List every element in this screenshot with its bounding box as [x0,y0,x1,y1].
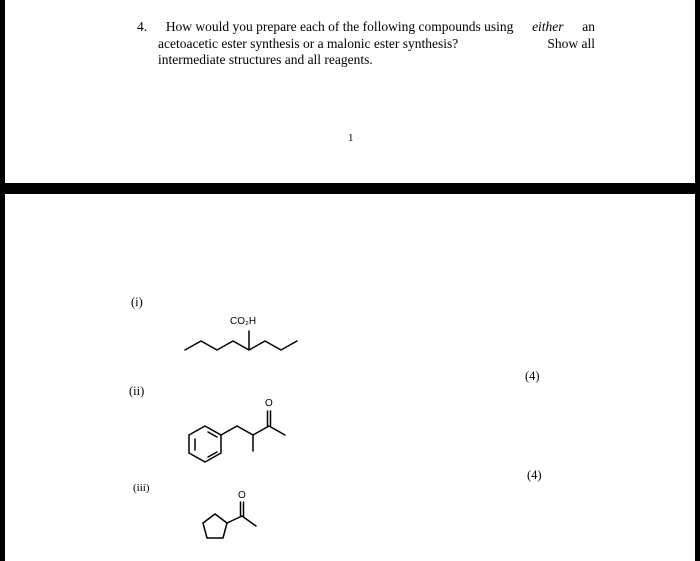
question-number: 4. [137,19,148,34]
structure-i-chain [185,341,297,350]
structure-ii-oxygen: O [265,398,273,409]
question-line-1 [137,19,595,36]
structure-iii-oxygen: O [238,490,246,501]
structure-iii [190,492,280,552]
page-number: 1 [348,132,354,144]
structure-ii-benzene-ring [189,426,221,462]
question-line-2a: acetoacetic ester synthesis or a malonic ester synthesis? [158,35,459,51]
question-line-2 [137,36,595,53]
part-i-label: (i) [131,295,143,309]
question-line-3 [137,52,595,69]
part-ii-label: (ii) [129,384,145,398]
structure-ii [180,399,305,471]
question-line-3-text: intermediate structures and all reagents. [158,52,373,67]
structure-ii-chain [221,426,285,435]
question-line-1b: an [582,19,595,34]
part-i-mark: (4) [525,369,540,383]
page-bottom [5,194,695,561]
structure-i-carboxyl-label: CO₂H [230,316,257,327]
structure-iii-chain [227,516,256,526]
question-line-2b: Show all [547,35,595,51]
structure-iii-cyclopentane [203,514,227,538]
question-emphasis: either [532,19,564,34]
part-iii-label: (iii) [133,482,150,494]
question-text [137,19,595,69]
page-top [5,0,695,183]
structure-i [180,310,300,354]
question-line-1a: How would you prepare each of the following compounds using [165,19,514,34]
part-ii-mark: (4) [527,468,542,482]
